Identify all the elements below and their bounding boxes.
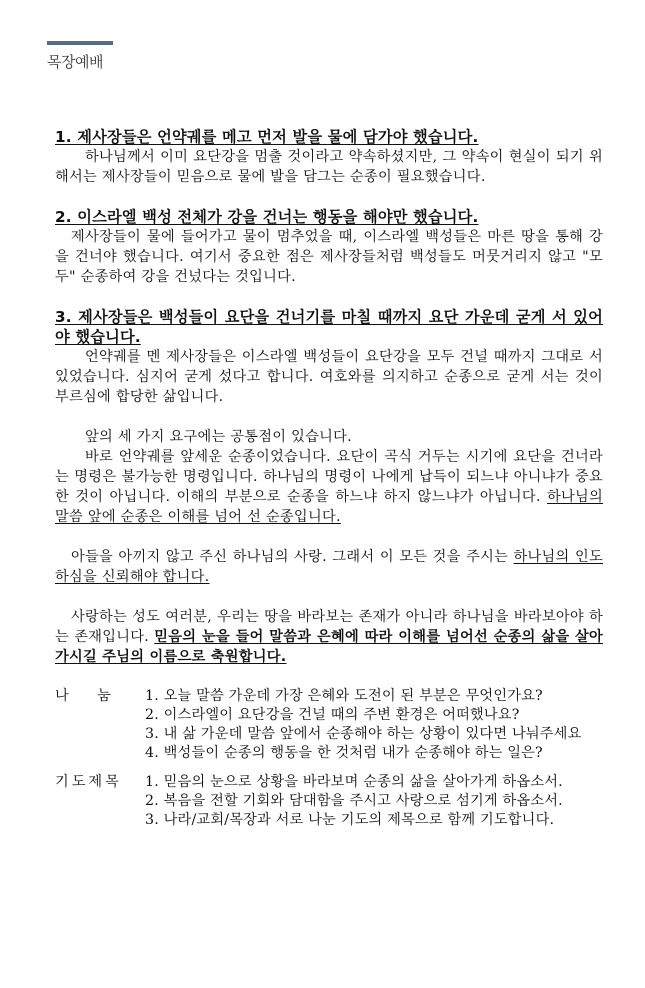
section-1-heading: 1. 제사장들은 언약궤를 메고 먼저 발을 물에 담가야 했습니다. [55,128,479,146]
closing-paragraph [55,607,603,667]
prayer-topic-2: 2. 복음을 전할 기회와 담대함을 주시고 사랑으로 섬기게 하옵소서. [145,793,563,809]
sharing-question-3: 3. 내 삶 가운데 말씀 앞에서 순종해야 하는 상황이 있다면 나눠주세요 [145,726,582,742]
section-2-heading: 2. 이스라엘 백성 전체가 강을 건너는 행동을 해야만 했습니다. [55,208,479,226]
love-text: 아들을 아끼지 않고 주신 하나님의 사랑. 그래서 이 모든 것을 주시는 [71,549,514,565]
prayer-topic-1: 1. 믿음의 눈으로 상황을 바라보며 순종의 삶을 살아가게 하옵소서. [145,774,563,790]
prayer-label: 기도제목 [55,774,122,790]
common-point-text: 바로 언약궤를 앞세운 순종이었습니다. 요단이 곡식 거두는 시기에 요단을 건너라는 명령은 불가능한 명령입니다. 하나님의 명령이 나에게 납득이 되느냐 아니냐가 중요한 것이 아닙니다. 이해의 부분으로 순종을 하느냐 하지 않느냐가 아닙니다. [55,449,603,505]
common-point-emphasis: 하나님의 말씀 앞에 순종은 이해를 넘어 선 순종입니다. [55,489,603,525]
header-accent-bar [47,41,113,45]
sharing-question-2: 2. 이스라엘이 요단강을 건널 때의 주변 환경은 어떠했나요? [145,707,520,723]
closing-text: 사랑하는 성도 여러분, 우리는 땅을 바라보는 존재가 아니라 하나님을 바라보아야 하는 존재입니다. [55,609,603,645]
sharing-question-4: 4. 백성들이 순종의 행동을 한 것처럼 내가 순종해야 하는 일은? [145,745,543,761]
section-2-body: 제사장들이 물에 들어가고 물이 멈추었을 때, 이스라엘 백성들은 마른 땅을 통해 강을 건너야 했습니다. 여기서 중요한 점은 제사장들처럼 백성들도 머뭇거리지 않고 "모두" 순종하여 강을 건넜다는 것입니다. [55,229,603,285]
section-1-body: 하나님께서 이미 요단강을 멈출 것이라고 약속하셨지만, 그 약속이 현실이 되기 위해서는 제사장들이 믿음으로 물에 발을 담그는 순종이 필요했습니다. [55,149,603,185]
closing-blessing: 믿음의 눈을 들어 말씀과 은혜에 따라 이해를 넘어선 순종의 삶을 살아가시길 주님의 이름으로 축원합니다. [55,629,603,665]
common-point-line: 앞의 세 가지 요구에는 공통점이 있습니다. [85,429,352,445]
page-title: 목장예배 [47,53,103,71]
sharing-questions [55,687,603,763]
love-paragraph [55,547,603,587]
prayer-topics [55,773,603,830]
section-3-heading: 3. 제사장들은 백성들이 요단을 건너기를 마칠 때까지 요단 가운데 굳게 서 있어야 했습니다. [55,308,603,346]
sermon-content [55,127,603,830]
love-emphasis: 하나님의 인도하심을 신뢰해야 합니다. [55,549,603,585]
common-point-paragraph [55,447,603,527]
sharing-label: 나 눔 [55,688,112,704]
section-3-body: 언약궤를 멘 제사장들은 이스라엘 백성들이 요단강을 모두 건널 때까지 그대로 서 있었습니다. 심지어 굳게 섰다고 합니다. 여호와를 의지하고 순종으로 굳게 서는 것이 부르심에 합당한 삶입니다. [55,349,603,405]
sharing-question-1: 1. 오늘 말씀 가운데 가장 은혜와 도전이 된 부분은 무엇인가요? [145,688,543,704]
prayer-topic-3: 3. 나라/교회/목장과 서로 나눈 기도의 제목으로 함께 기도합니다. [145,812,555,828]
